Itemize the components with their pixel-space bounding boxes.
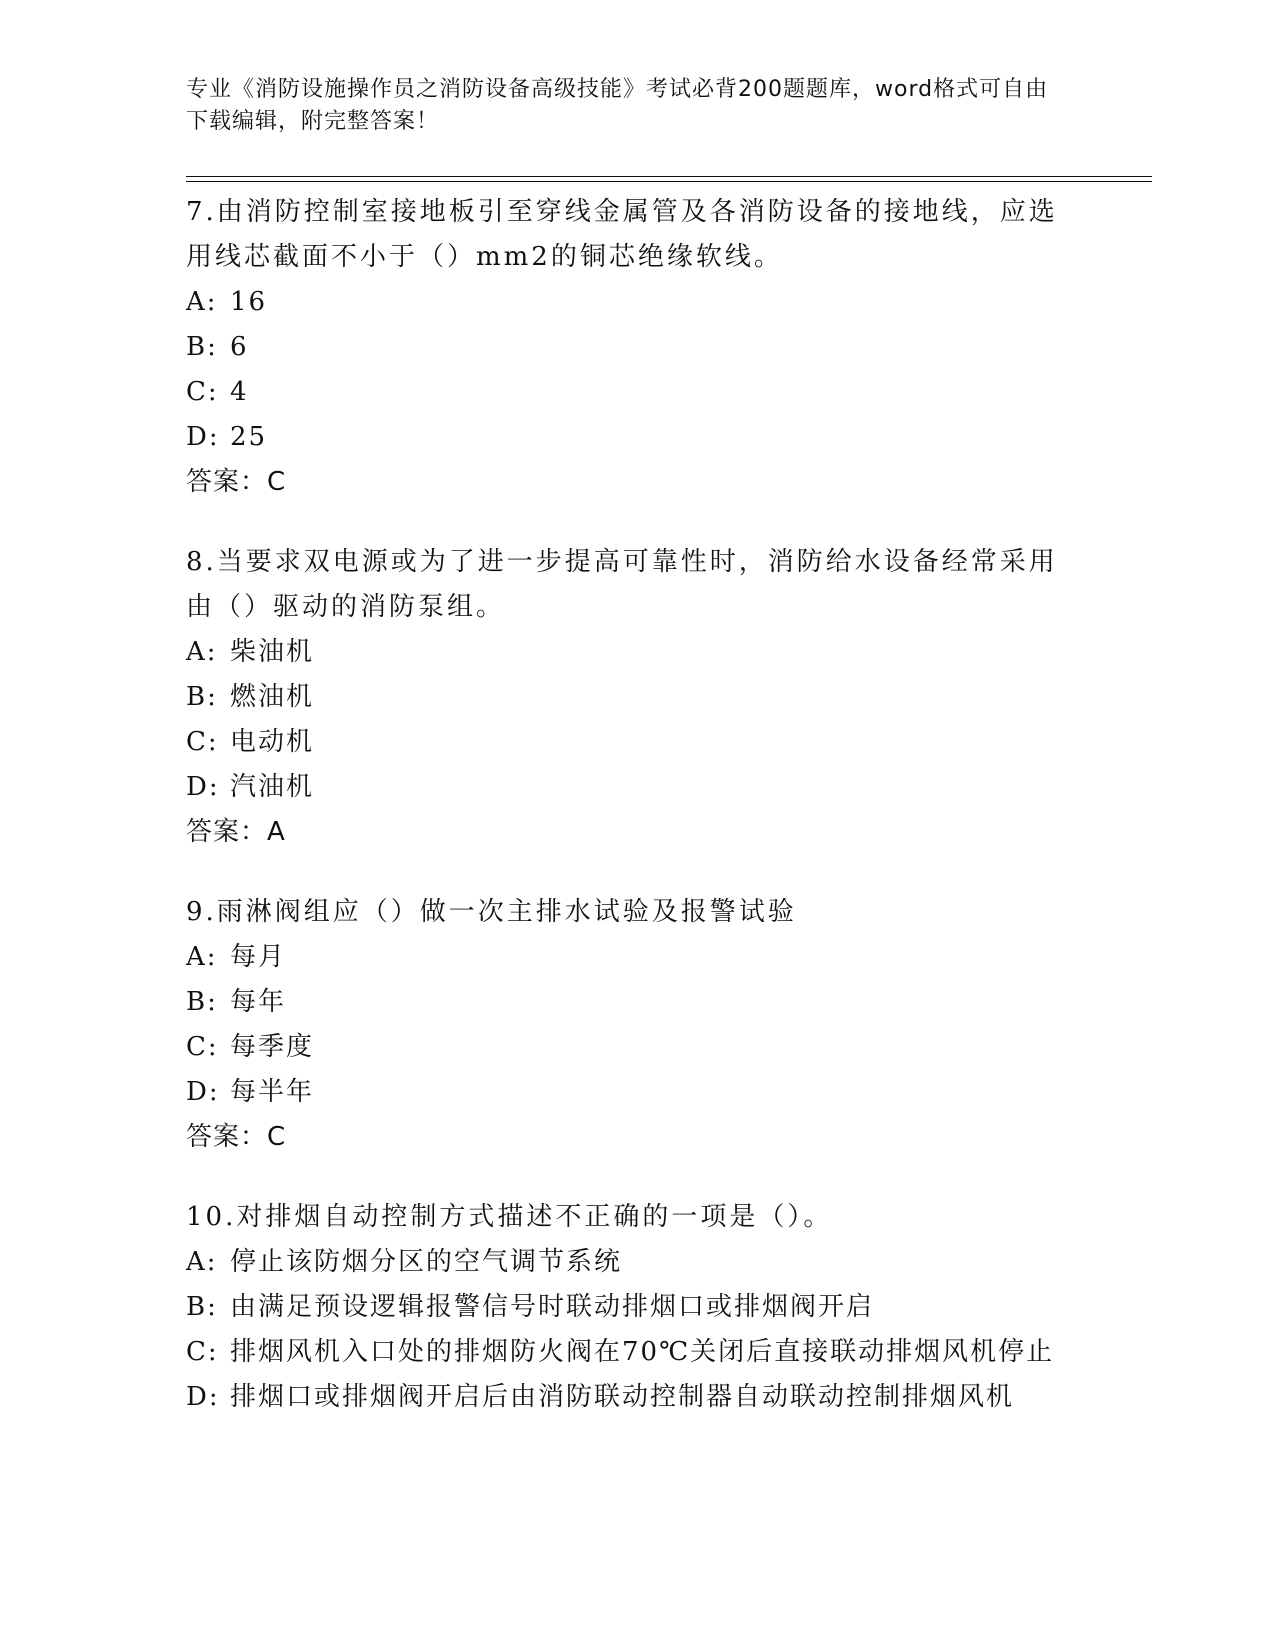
question-10 xyxy=(186,1195,1086,1420)
option-b xyxy=(186,980,1086,1025)
option-value: 由满足预设逻辑报警信号时联动排烟口或排烟阀开启 xyxy=(230,1292,875,1322)
option-c xyxy=(186,1330,1086,1375)
answer-line: 答案：A xyxy=(186,817,286,847)
option-d xyxy=(186,765,1086,810)
option-key: D: xyxy=(186,422,220,452)
option-value: 4 xyxy=(230,377,249,407)
option-value: 停止该防烟分区的空气调节系统 xyxy=(230,1247,623,1277)
header-divider-top xyxy=(186,176,1152,177)
option-value: 每年 xyxy=(230,987,287,1017)
option-value: 16 xyxy=(230,287,268,317)
question-text: 10.对排烟自动控制方式描述不正确的一项是（）。 xyxy=(186,1202,833,1232)
option-a xyxy=(186,935,1086,980)
option-key: C: xyxy=(186,1032,219,1062)
option-value: 25 xyxy=(230,422,268,452)
option-d xyxy=(186,1070,1086,1115)
option-key: B: xyxy=(186,1292,218,1322)
question-7 xyxy=(186,190,1086,505)
question-8 xyxy=(186,540,1086,855)
option-value: 每季度 xyxy=(230,1032,315,1062)
question-text: 7.由消防控制室接地板引至穿线金属管及各消防设备的接地线，应选用线芯截面不小于（）mm2的铜芯绝缘软线。 xyxy=(186,197,1058,272)
option-value: 排烟口或排烟阀开启后由消防联动控制器自动联动控制排烟风机 xyxy=(230,1382,1015,1412)
option-value: 柴油机 xyxy=(230,637,315,667)
option-value: 6 xyxy=(230,332,249,362)
question-9 xyxy=(186,890,1086,1160)
option-value: 汽油机 xyxy=(230,772,315,802)
option-value: 排烟风机入口处的排烟防火阀在70℃关闭后直接联动排烟风机停止 xyxy=(230,1337,1055,1367)
question-text: 9.雨淋阀组应（）做一次主排水试验及报警试验 xyxy=(186,897,797,927)
option-a xyxy=(186,630,1086,675)
option-key: B: xyxy=(186,682,218,712)
option-value: 每半年 xyxy=(230,1077,315,1107)
question-text: 8.当要求双电源或为了进一步提高可靠性时，消防给水设备经常采用由（）驱动的消防泵组。 xyxy=(186,547,1058,622)
option-key: C: xyxy=(186,727,219,757)
option-c xyxy=(186,720,1086,765)
answer-line: 答案：C xyxy=(186,467,287,497)
option-key: C: xyxy=(186,1337,219,1367)
option-key: D: xyxy=(186,1077,220,1107)
option-c xyxy=(186,1025,1086,1070)
option-key: D: xyxy=(186,1382,220,1412)
option-b xyxy=(186,675,1086,720)
option-value: 燃油机 xyxy=(230,682,315,712)
option-d xyxy=(186,415,1086,460)
option-key: B: xyxy=(186,332,218,362)
question-list xyxy=(186,190,1086,1455)
option-key: A: xyxy=(186,287,218,317)
option-key: A: xyxy=(186,942,218,972)
answer-line: 答案：C xyxy=(186,1122,287,1152)
option-key: D: xyxy=(186,772,220,802)
option-a xyxy=(186,1240,1086,1285)
option-value: 电动机 xyxy=(230,727,315,757)
option-key: A: xyxy=(186,1247,218,1277)
header-divider-bottom xyxy=(186,181,1152,182)
option-a xyxy=(186,280,1086,325)
option-value: 每月 xyxy=(230,942,287,972)
option-c xyxy=(186,370,1086,415)
option-d xyxy=(186,1375,1086,1420)
option-b xyxy=(186,1285,1086,1330)
option-key: C: xyxy=(186,377,219,407)
document-header: 专业《消防设施操作员之消防设备高级技能》考试必背200题题库，word格式可自由下载编辑，附完整答案！ xyxy=(186,77,1049,134)
option-b xyxy=(186,325,1086,370)
option-key: A: xyxy=(186,637,218,667)
option-key: B: xyxy=(186,987,218,1017)
